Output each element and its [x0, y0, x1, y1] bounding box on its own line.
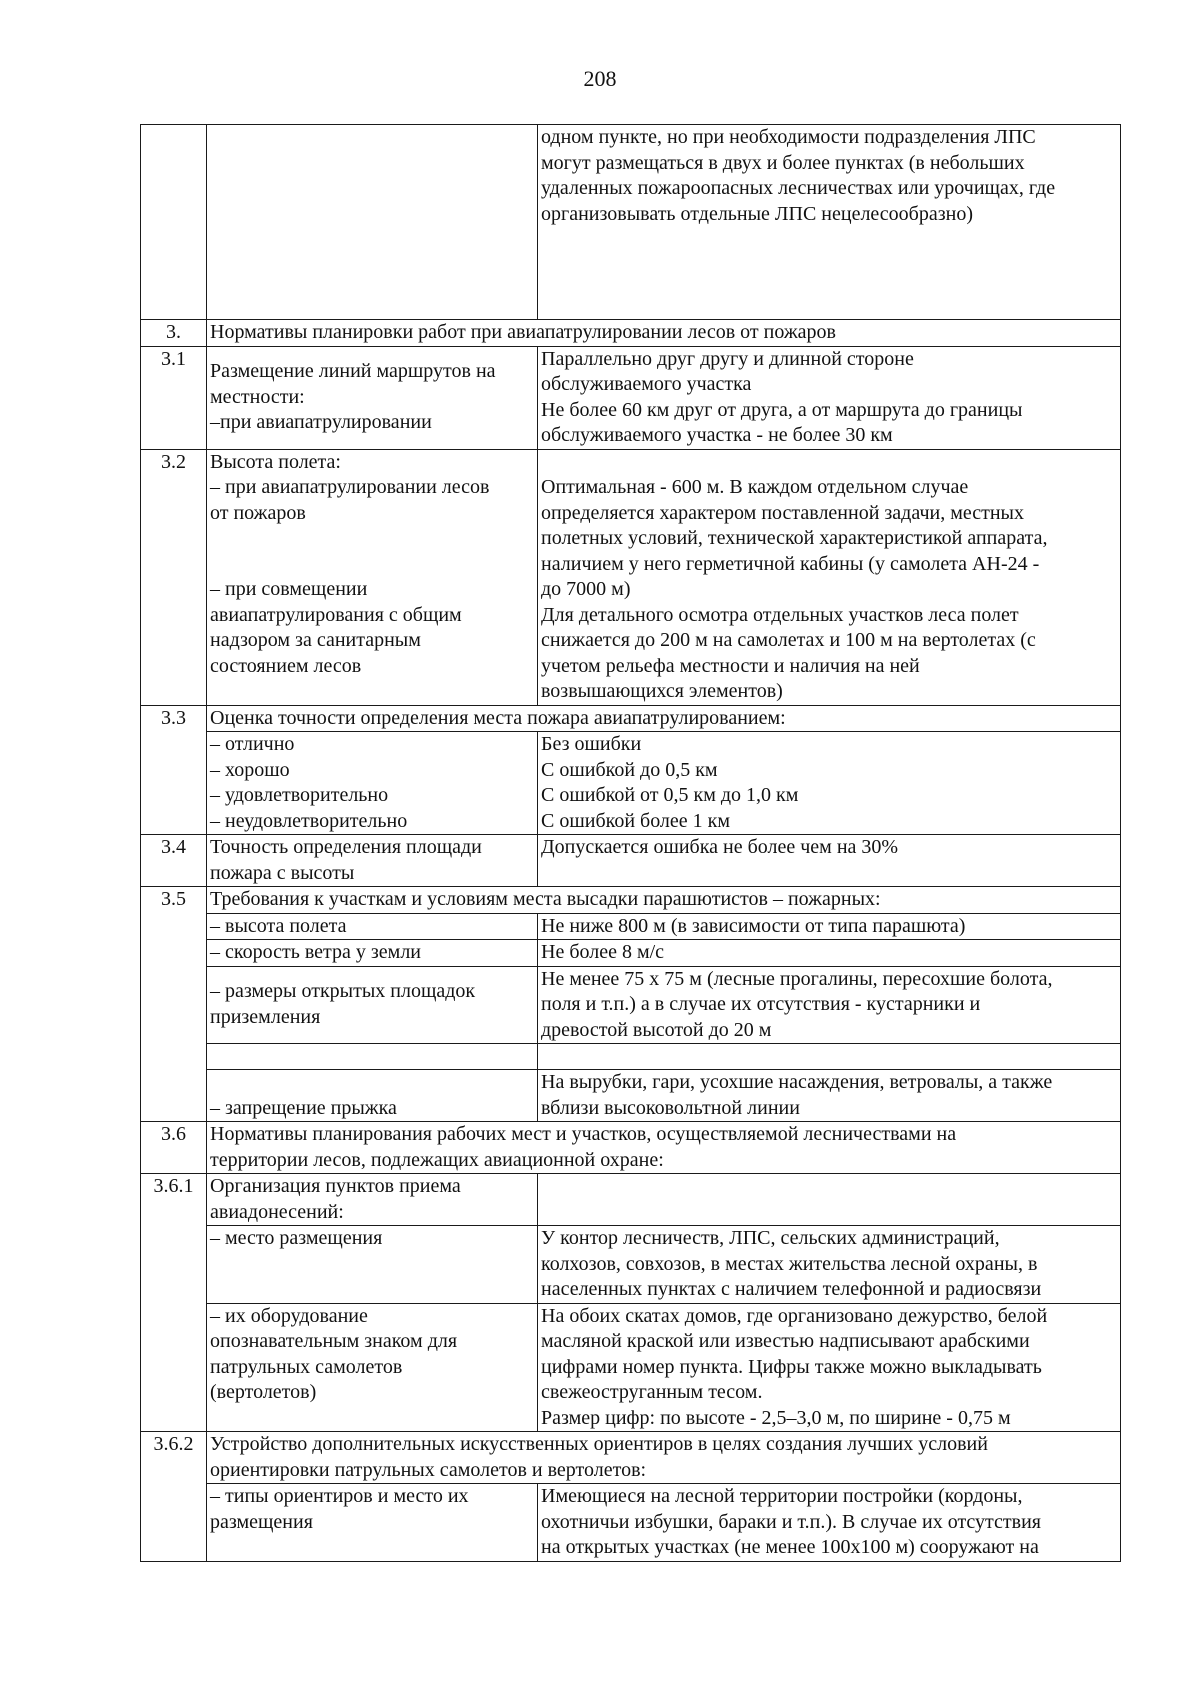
- value-cell: [538, 1484, 1121, 1562]
- value-cell: Не ниже 800 м (в зависимости от типа парашюта): [538, 913, 1121, 940]
- text-line: – типы ориентиров и место их: [210, 1485, 469, 1507]
- value-cell: [538, 1174, 1121, 1226]
- text-line: опознавательным знаком для: [210, 1330, 458, 1352]
- text-line: обслуживаемого участка - не более 30 км: [541, 424, 893, 446]
- label-cell: [207, 1044, 538, 1070]
- section-title: Оценка точности определения места пожара авиапатрулированием:: [207, 705, 1121, 732]
- label-cell: – скорость ветра у земли: [207, 940, 538, 967]
- spacer: [541, 450, 1117, 476]
- text-line: могут размещаться в двух и более пунктах (в небольших: [541, 151, 1025, 174]
- text-line: Параллельно друг другу и длинной стороне: [541, 347, 914, 370]
- text-line: надзором за санитарным: [210, 629, 421, 651]
- text-line: ориентировки патрульных самолетов и вертолетов:: [210, 1458, 647, 1481]
- table-row-3-4: [141, 835, 1121, 887]
- text-line: одном пункте, но при необходимости подразделения ЛПС: [541, 126, 1036, 148]
- label-cell: [207, 1174, 538, 1226]
- text-line: Размещение линий маршрутов на: [210, 360, 496, 383]
- table-row-section-3: [141, 320, 1121, 347]
- table-row-3-3: [141, 705, 1121, 732]
- text-line: Устройство дополнительных искусственных ориентиров в целях создания лучших условий: [210, 1433, 988, 1455]
- spacer: [210, 526, 534, 577]
- text-line: – хорошо: [210, 758, 290, 781]
- row-number: 3.6.1: [141, 1174, 207, 1432]
- table-row-3-5: [141, 887, 1121, 914]
- text-line: С ошибкой от 0,5 км до 1,0 км: [541, 784, 799, 806]
- table-row-3-5-size: [141, 966, 1121, 1044]
- text-line: Не более 60 км друг от друга, а от маршрута до границы: [541, 398, 1023, 421]
- label-cell: – запрещение прыжка: [207, 1070, 538, 1122]
- text-line: снижается до 200 м на самолетах и 100 м на вертолетах (с: [541, 629, 1036, 651]
- section-title: [207, 1432, 1121, 1484]
- label-cell: – место размещения: [207, 1226, 538, 1304]
- text-line: состоянием лесов: [210, 654, 362, 677]
- text-line: –при авиапатрулировании: [210, 411, 432, 434]
- text-line: до 7000 м): [541, 578, 631, 600]
- row-number: 3.3: [141, 705, 207, 835]
- label-cell: – высота полета: [207, 913, 538, 940]
- row-number: 3.2: [141, 449, 207, 705]
- page-number: 208: [583, 66, 617, 91]
- text-line: приземления: [210, 1005, 321, 1028]
- text-line: возвышающихся элементов): [541, 680, 783, 702]
- text-line: учетом рельефа местности и наличия на ней: [541, 654, 920, 677]
- text-line: авиапатрулирования с общим: [210, 603, 462, 626]
- text-line: территории лесов, подлежащих авиационной охране:: [210, 1148, 664, 1171]
- text-line: На вырубки, гари, усохшие насаждения, ветровалы, а также: [541, 1071, 1053, 1093]
- row-number: 3.6: [141, 1122, 207, 1174]
- table-row-3-3-grades: [141, 732, 1121, 835]
- text-line: Точность определения площади: [210, 836, 482, 858]
- label-cell: [207, 125, 538, 320]
- text-line: удаленных пожароопасных лесничествах или урочищах, где: [541, 177, 1056, 199]
- table-row-3-6-1-place: [141, 1226, 1121, 1304]
- value-cell: [538, 1044, 1121, 1070]
- table-row-3-6-1: [141, 1174, 1121, 1226]
- text-line: Размер цифр: по высоте - 2,5–3,0 м, по ширине - 0,75 м: [541, 1406, 1011, 1429]
- table-row-3-5-ban: [141, 1070, 1121, 1122]
- row-number: 3.5: [141, 887, 207, 1122]
- text-line: определяется характером поставленной задачи, местных: [541, 501, 1024, 524]
- label-cell: [207, 966, 538, 1044]
- value-cell: [538, 449, 1121, 705]
- text-line: С ошибкой более 1 км: [541, 809, 731, 832]
- table-row-3-6: [141, 1122, 1121, 1174]
- normatives-table: [140, 124, 1121, 1562]
- text-line: Без ошибки: [541, 733, 642, 755]
- value-cell: Не более 8 м/с: [538, 940, 1121, 967]
- text-line: поля и т.п.) а в случае их отсутствия - кустарники и: [541, 993, 981, 1015]
- text-line: размещения: [210, 1510, 313, 1533]
- table-row-3-5-blank: [141, 1044, 1121, 1070]
- value-cell: [538, 1226, 1121, 1304]
- num-cell: [141, 125, 207, 320]
- text-line: охотничьи избушки, бараки и т.п.). В случае их отсутствия: [541, 1510, 1041, 1533]
- text-line: Организация пунктов приема: [210, 1175, 461, 1197]
- row-number: 3.1: [141, 346, 207, 449]
- label-cell: [207, 732, 538, 835]
- value-cell: [538, 125, 1121, 320]
- table-row-3-2: [141, 449, 1121, 705]
- text-line: от пожаров: [210, 501, 306, 524]
- table-row-continuation: [141, 125, 1121, 320]
- text-line: Не менее 75 х 75 м (лесные прогалины, пересохшие болота,: [541, 967, 1053, 990]
- text-line: Имеющиеся на лесной территории постройки (кордоны,: [541, 1485, 1023, 1507]
- row-number: 3.4: [141, 835, 207, 887]
- value-cell: [538, 732, 1121, 835]
- text-line: древостой высотой до 20 м: [541, 1018, 772, 1041]
- table-row-3-5-wind: [141, 940, 1121, 967]
- text-line: пожара с высоты: [210, 861, 355, 884]
- table-row-3-1: [141, 346, 1121, 449]
- text-line: – при авиапатрулировании лесов: [210, 476, 490, 498]
- value-cell: Допускается ошибка не более чем на 30%: [538, 835, 1121, 887]
- text-line: организовывать отдельные ЛПС нецелесообразно): [541, 202, 973, 225]
- table-row-3-6-2-types: [141, 1484, 1121, 1562]
- text-line: авиадонесений:: [210, 1200, 344, 1223]
- section-title: Требования к участкам и условиям места высадки парашютистов – пожарных:: [207, 887, 1121, 914]
- label-cell: [207, 449, 538, 705]
- text-line: Для детального осмотра отдельных участков леса полет: [541, 603, 1019, 626]
- text-line: вблизи высоковольтной линии: [541, 1096, 800, 1119]
- text-line: На обоих скатах домов, где организовано дежурство, белой: [541, 1304, 1048, 1327]
- text-line: С ошибкой до 0,5 км: [541, 758, 718, 781]
- section-title: [207, 1122, 1121, 1174]
- text-line: колхозов, совхозов, в местах жительства лесной охраны, в: [541, 1252, 1038, 1275]
- text-line: свежеоструганным тесом.: [541, 1381, 763, 1403]
- text-line: местности:: [210, 385, 305, 408]
- table-row-3-6-1-equip: [141, 1303, 1121, 1432]
- label-cell: [207, 1303, 538, 1432]
- text-line: патрульных самолетов: [210, 1355, 403, 1378]
- text-line: полетных условий, технической характеристикой аппарата,: [541, 527, 1048, 549]
- text-line: Оптимальная - 600 м. В каждом отдельном случае: [541, 476, 969, 498]
- text-line: населенных пунктах с наличием телефонной и радиосвязи: [541, 1278, 1042, 1300]
- value-cell: [538, 346, 1121, 449]
- label-cell: [207, 835, 538, 887]
- text-line: Нормативы планирования рабочих мест и участков, осуществляемой лесничествами на: [210, 1123, 957, 1145]
- table-row-3-6-2: [141, 1432, 1121, 1484]
- table-row-3-5-height: [141, 913, 1121, 940]
- text-line: на открытых участках (не менее 100х100 м) сооружают на: [541, 1536, 1039, 1558]
- text-line: – неудовлетворительно: [210, 809, 408, 832]
- text-line: наличием у него герметичной кабины (у самолета АН-24 -: [541, 552, 1040, 575]
- row-number: 3.6.2: [141, 1432, 207, 1562]
- text-line: Высота полета:: [210, 450, 341, 473]
- value-cell: [538, 1303, 1121, 1432]
- text-line: цифрами номер пункта. Цифры также можно выкладывать: [541, 1355, 1042, 1378]
- text-line: – удовлетворительно: [210, 784, 389, 806]
- text-line: (вертолетов): [210, 1381, 317, 1403]
- text-line: обслуживаемого участка: [541, 373, 752, 395]
- label-cell: [207, 346, 538, 449]
- text-line: масляной краской или известью надписывают арабскими: [541, 1330, 1030, 1352]
- text-line: – их оборудование: [210, 1304, 368, 1327]
- text-line: – при совмещении: [210, 578, 368, 600]
- label-cell: [207, 1484, 538, 1562]
- value-cell: [538, 966, 1121, 1044]
- text-line: У контор лесничеств, ЛПС, сельских администраций,: [541, 1227, 1000, 1249]
- text-line: – отлично: [210, 733, 295, 755]
- text-line: – размеры открытых площадок: [210, 980, 476, 1003]
- row-number: 3.: [141, 320, 207, 347]
- section-title: Нормативы планировки работ при авиапатрулировании лесов от пожаров: [207, 320, 1121, 347]
- value-cell: [538, 1070, 1121, 1122]
